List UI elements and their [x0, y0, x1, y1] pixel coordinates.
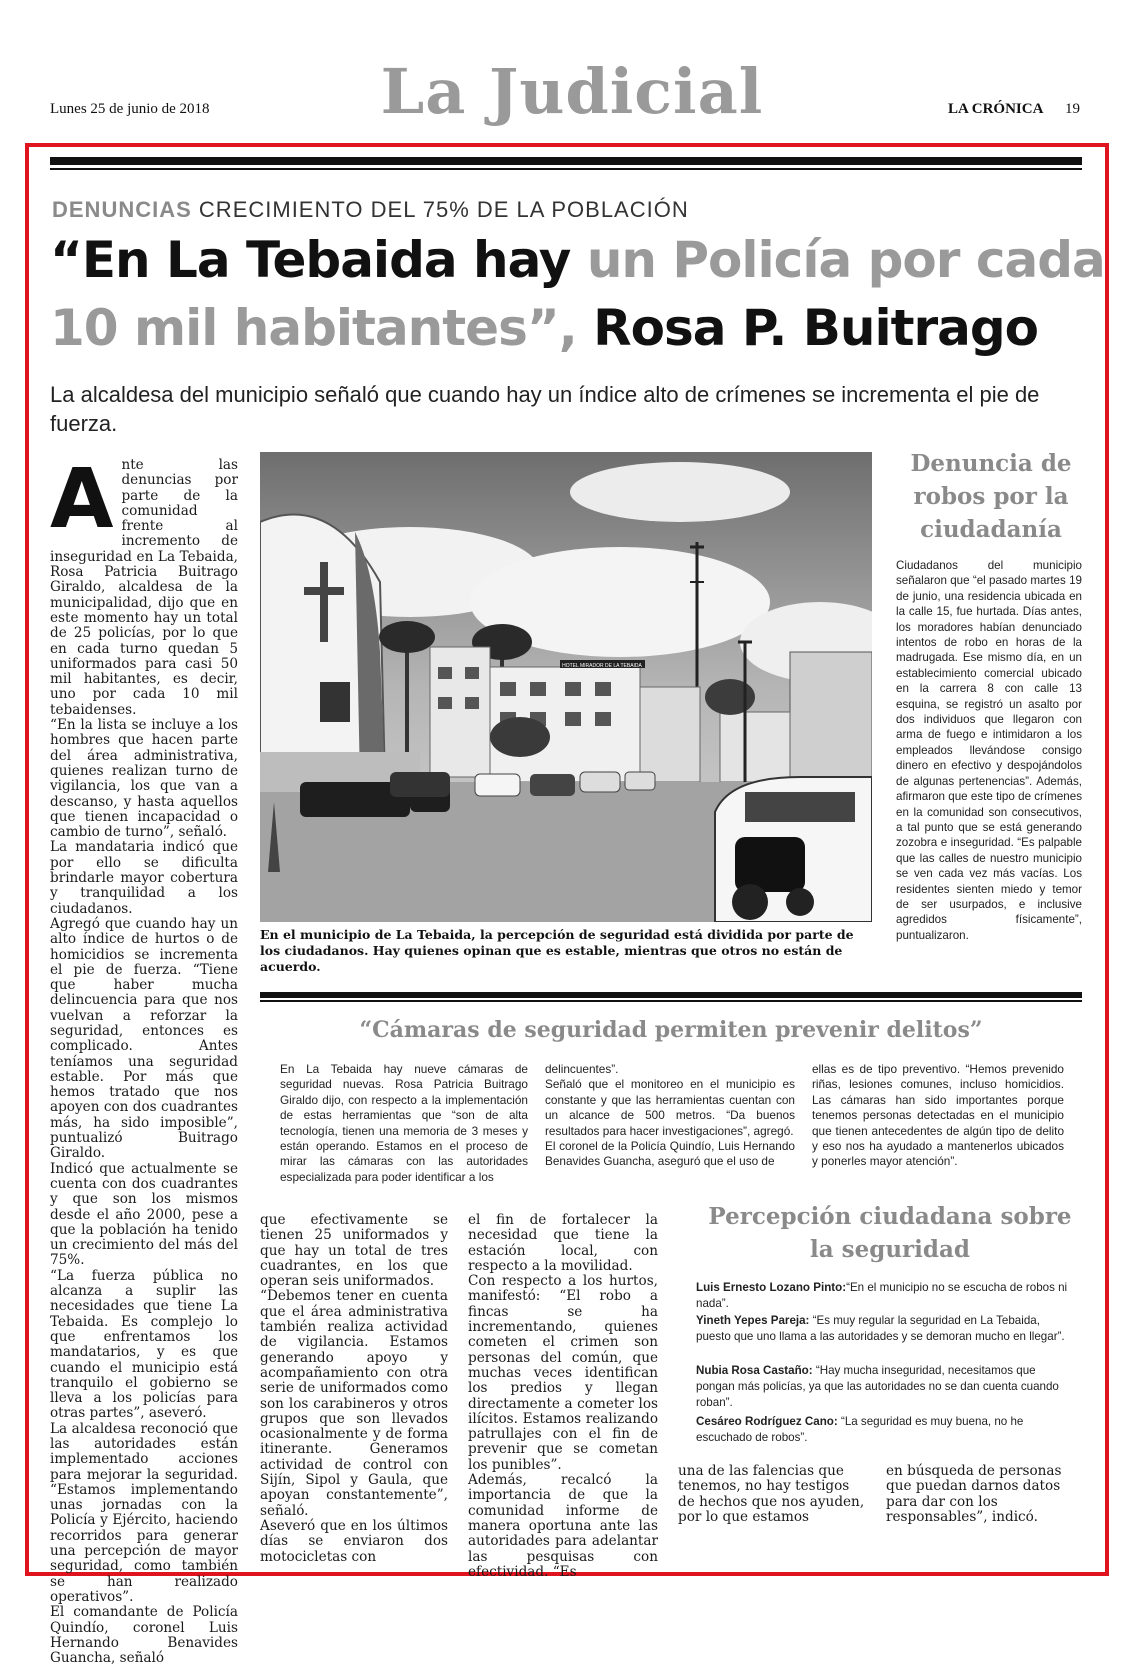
cameras-title: “Cámaras de seguridad permiten prevenir delitos” — [359, 1017, 983, 1043]
issue-date: Lunes 25 de junio de 2018 — [50, 101, 210, 117]
citizen-quote-text: “La seguridad es muy buena, no he escuchado de robos”. — [696, 1415, 1024, 1444]
citizen-name: Yineth Yepes Pareja: — [696, 1314, 810, 1327]
headline-part-3: Rosa P. Buitrago — [576, 299, 1039, 357]
article-photo — [260, 452, 872, 922]
citizen-quote-text: “En el municipio no se escucha de robos ni nada”. — [696, 1281, 1068, 1310]
citizen-name: Cesáreo Rodríguez Cano: — [696, 1415, 838, 1428]
top-rule-thin — [50, 168, 1082, 170]
hotel-sign: HOTEL MIRADOR DE LA TEBAIDA — [562, 663, 642, 669]
article-column-3 — [468, 1213, 658, 1580]
paragraph: La alcaldesa reconoció que las autoridades están implementado acciones para mejorar la seguridad. “Estamos implementando unas jornadas con la Policía y Ejército, haciendo recorridos para generar una percepción de mayor seguridad, como también se han realizado operativos”. — [50, 1420, 238, 1605]
cameras-column-2 — [545, 1062, 795, 1170]
citizen-quote — [696, 1414, 1076, 1446]
paragraph: Con respecto a los hurtos, manifestó: “El robo a fincas se ha incrementando, quienes cometen el crimen son personas del común, que muchas veces identifican los predios y llegan directamente a cometer los ilícitos. Estamos realizando patrullajes con el fin de prevenir que se cometan los punibles”. — [468, 1273, 658, 1473]
paragraph: “La fuerza pública no alcanza a suplir las necesidades que tiene La Tebaida. Es complejo lo que enfrentamos los mandatarios, y es que cuando el municipio está tranquilo el gobierno se lleva a los policías para otras partes”, aseveró. — [50, 1267, 238, 1422]
paragraph: Indicó que actualmente se cuenta con dos cuadrantes y que son los mismos desde el año 2000, pese a que la población ha tenido un crecimiento del más del 75%. — [50, 1160, 238, 1269]
citizen-quote-text: “Es muy regular la seguridad en La Tebaida, puesto que uno llama a las autoridades y se demoran mucho en llegar”. — [696, 1314, 1065, 1343]
drop-cap: A — [50, 452, 114, 547]
paragraph: delincuentes”. — [545, 1062, 619, 1076]
article-column-5: en búsqueda de personas que puedan darnos datos para dar con los responsables”, indicó. — [886, 1463, 1062, 1525]
paragraph: el fin de fortalecer la necesidad que tiene la estación local, con respecto a la movilidad. — [468, 1212, 658, 1274]
paragraph: que efectivamente se tienen 25 uniformados y que hay un total de tres cuadrantes, en los que operan seis uniformados. — [260, 1212, 448, 1290]
paragraph: El coronel de la Policía Quindío, Luis Hernando Benavides Guancha, aseguró que el uso de — [545, 1139, 795, 1169]
citizen-quote — [696, 1313, 1076, 1345]
article-deck: La alcaldesa del municipio señaló que cuando hay un índice alto de crímenes se incrementa el pie de fuerza. — [50, 382, 1040, 436]
headline-part-2: un Policía por cada 10 mil habitantes”, — [50, 231, 1105, 357]
article-column-1 — [50, 452, 238, 1666]
section-rule-thin — [260, 1000, 1082, 1002]
sidebar-title: Denuncia de robos por la ciudadanía — [910, 450, 1072, 543]
page-number: 19 — [1065, 101, 1080, 117]
perception-title: Percepción ciudadana sobre la seguridad — [708, 1203, 1072, 1263]
paragraph: El comandante de Policía Quindío, coronel Luis Hernando Benavides Guancha, señaló — [50, 1604, 238, 1666]
paragraph: Aseveró que en los últimos días se enviaron dos motocicletas con — [260, 1517, 448, 1565]
citizen-quote — [696, 1363, 1076, 1411]
photo-caption: En el municipio de La Tebaida, la percepción de seguridad está dividida por parte de los ciudadanos. Hay quienes opinan que es estable, mientras que otros no están de acuerdo. — [260, 927, 854, 974]
newspaper-name: LA CRÓNICA — [948, 101, 1044, 117]
citizen-name: Luis Ernesto Lozano Pinto: — [696, 1281, 847, 1294]
article-column-2 — [260, 1213, 448, 1565]
paragraph: “Debemos tener en cuenta que el área administrativa también realiza actividad de vigilancia. Estamos generando apoyo y acompañamiento con otra serie de uniformados como son los carabineros y otros grupos que son llevados ocasionalmente y de forma itinerante. Generamos actividad de control con Sijín, Sipol y Gaula, que apoyan constantemente”, señaló. — [260, 1288, 448, 1519]
section-title: La Judicial — [380, 55, 764, 128]
paragraph: “En la lista se incluye a los hombres que hacen parte del área administrativa, quienes realizan turno de vigilancia, los que van a descanso, y hasta aquellos que tienen incapacidad o cambio de turno”, señaló. — [50, 717, 238, 841]
kicker — [52, 197, 689, 223]
section-rule-thick — [260, 992, 1082, 998]
paragraph: La mandataria indicó que por ello se dificulta brindarle mayor cobertura y tranquilidad a los ciudadanos. — [50, 839, 238, 917]
paragraph: nte las denuncias por parte de la comunidad frente al incremento de inseguridad en La Tebaida, Rosa Patricia Buitrago Giraldo, alcaldesa de la municipalidad, dijo que en este momento hay un total de 25 policías, por lo que en cada turno quedan 5 uniformados para casi 50 mil habitantes, es decir, uno por cada 10 mil tebaidenses. — [50, 457, 238, 718]
paragraph: Agregó que cuando hay un alto índice de hurtos o de homicidios se incrementa el pie de fuerza. “Tiene que haber mucha delincuencia para que nos vuelvan a reforzar la seguridad, entonces es complicado. Antes teníamos una seguridad estable. Por más que hemos tratado que nos apoyen con dos cuadrantes más, ha sido imposible”, puntualizó Buitrago Giraldo. — [50, 915, 238, 1162]
kicker-text: CRECIMIENTO DEL 75% DE LA POBLACIÓN — [198, 197, 689, 222]
citizen-quote — [696, 1280, 1076, 1312]
street-scene-photo — [260, 452, 872, 922]
headline-part-1: “En La Tebaida hay — [50, 231, 587, 289]
citizen-quote-text: “Hay mucha inseguridad, necesitamos que pongan más policías, ya que las autoridades no se dan cuenta cuando roban”. — [696, 1364, 1059, 1409]
sidebar-text: Ciudadanos del municipio señalaron que “el pasado martes 19 de junio, una residencia ubicada en la calle 15, fue hurtada. Días antes, los moradores habían denunciado intentos de robo en horas de la madrugada. Ese mismo día, en un establecimiento comercial ubicado en la carrera 8 con calle 13 esquina, se registró un asalto por dos individuos que llegaron con arma de fuego e intimidaron a los empleados llevándose consigo dinero en efectivo y despojándolos de algunas pertenencias”. Además, afirmaron que este tipo de crímenes en la comunidad son consecutivos, a tal punto que se está generando zozobra e inseguridad. “Es palpable que las calles de nuestro municipio se ven cada vez más vacías. Los residentes sienten miedo y temor de ser usurpados, e inclusive agredidos físicamente”, puntualizaron. — [896, 559, 1082, 942]
paragraph: Señaló que el monitoreo en el municipio es constante y que las herramientas cuentan con un alcance de 500 metros. “Da buenos resultados para hacer investigaciones”, agregó. — [545, 1077, 795, 1138]
article-column-4: una de las falencias que tenemos, no hay testigos de hechos que nos ayuden, por lo que estamos — [678, 1463, 865, 1525]
paragraph: Además, recalcó la importancia de que la comunidad informe de manera oportuna ante las autoridades para adelantar las pesquisas con efectividad. “Es — [468, 1472, 658, 1580]
cameras-column-3: ellas es de tipo preventivo. “Hemos prevenido riñas, lesiones comunes, incluso homicidios. Las cámaras han sido importantes porque tenemos personas detectadas en el municipio que tienen antecedentes de algún tipo de delito y eso nos ha ayudado a mantenerlos ubicados y ponerles mayor atención”. — [812, 1062, 1064, 1169]
cameras-column-1: En La Tebaida hay nueve cámaras de seguridad nuevas. Rosa Patricia Buitrago Giraldo dijo, con respecto a la implementación de estas herramientas que “son de alta tecnología, tienen una memoria de 3 meses y están operando. Estamos en el proceso de mirar las cámaras con las autoridades especializada para poder identificar a los — [280, 1062, 528, 1184]
citizen-name: Nubia Rosa Castaño: — [696, 1364, 813, 1377]
top-rule-thick — [50, 157, 1082, 165]
kicker-label: DENUNCIAS — [52, 197, 192, 222]
headline — [50, 226, 1110, 362]
